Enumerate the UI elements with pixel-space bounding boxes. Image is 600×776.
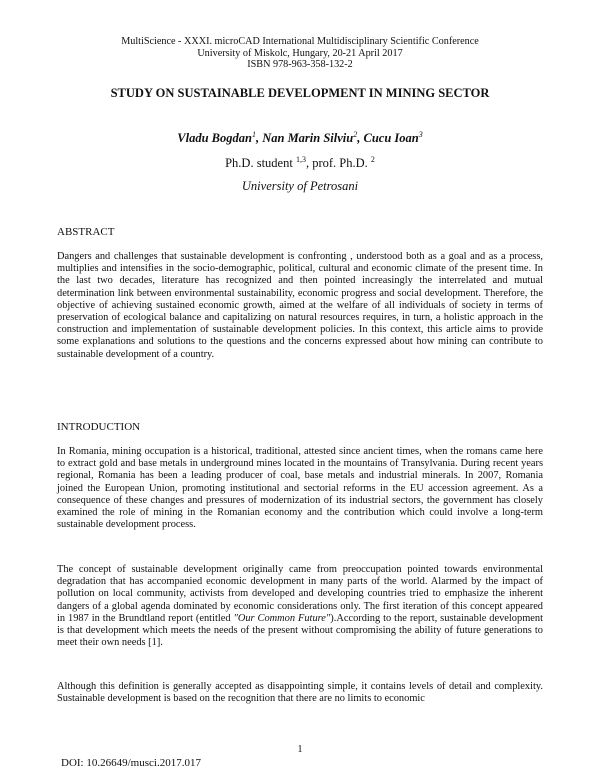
author-affiliation-mark: 2 bbox=[353, 130, 358, 139]
degree-prof-mark: 2 bbox=[370, 155, 375, 164]
report-title: "Our Common Future" bbox=[233, 612, 331, 624]
author-separator: , bbox=[357, 131, 364, 146]
abstract-heading: ABSTRACT bbox=[57, 226, 115, 238]
conference-venue: University of Miskolc, Hungary, 20-21 April 2017 bbox=[197, 47, 403, 59]
author-name: Cucu Ioan bbox=[363, 131, 419, 146]
conference-name: MultiScience - XXXI. microCAD International Multidisciplinary Scientific Conference bbox=[121, 36, 479, 47]
conference-header bbox=[40, 36, 560, 71]
isbn: ISBN 978-963-358-132-2 bbox=[247, 59, 353, 70]
author-name: Nan Marin Silviu bbox=[262, 131, 354, 146]
author-affiliation-mark: 1 bbox=[251, 130, 256, 139]
doi: DOI: 10.26649/musci.2017.017 bbox=[61, 757, 201, 769]
author-affiliation-mark: 3 bbox=[418, 130, 423, 139]
author-degrees bbox=[40, 155, 560, 171]
degree-student-mark: 1,3 bbox=[295, 155, 306, 164]
author-name: Vladu Bogdan bbox=[177, 131, 252, 146]
degree-prof: prof. Ph.D. bbox=[312, 156, 371, 171]
page-number: 1 bbox=[297, 744, 303, 755]
introduction-paragraph-3: Although this definition is generally accepted as disappointing simple, it contains levels of detail and complexity. Sustainable development is based on the recognition that there are no limits to economic bbox=[57, 681, 543, 705]
introduction-paragraph-1: In Romania, mining occupation is a historical, traditional, attested since ancient times, when the romans came here to extract gold and base metals in underground mines located in the mountains of Transylvania. During recent years regional, Romania has been a leading producer of coal, base metals and industrial minerals. In 2007, Romania joined the European Union, promoting institutional and sectorial reforms in the EU accession agreement. As a consequence of these changes and pressures of modernization of its industrial sectors, the government has closely examined the role of mining in the Romanian economy and the contribution which could involve a long-term sustainable development process. bbox=[57, 446, 543, 531]
abstract-text: Dangers and challenges that sustainable development is confronting , understood both as a goal and as a process, multiplies and intensifies in the socio-demographic, political, cultural and economic climate of the present time. In the last two decades, literature has recognized and then pointed increasingly the interrelated and mutual determination link between environmental sustainability, economic progress and social development. Therefore, the objective of achieving sustained economic growth, aimed at the welfare of all individuals of society in terms of preservation of ecological balance and capitalizing on natural resources requires, in turn, a holistic approach in the construction and implementation of sustainable development policies. In this context, this article aims to provide some explanations and solutions to the questions and the concerns expressed about how mining can contribute to sustainable development of a country. bbox=[57, 251, 543, 360]
introduction-heading: INTRODUCTION bbox=[57, 421, 141, 433]
author-list bbox=[40, 130, 560, 146]
degree-separator: , bbox=[305, 156, 313, 171]
paragraph-text: The concept of sustainable development originally came from preoccupation pointed towards environmental degradation that has accompanied economic development in many parts of the world. Alarmed by the impact of pollution on local community, activists from developed and developing countries tried to emphasize the inherent dangers of a global agenda dominated by economic considerations only. The first iteration of this concept appeared in 1987 in the Brundtland report (entitled bbox=[57, 564, 543, 624]
degree-student: Ph.D. student bbox=[225, 156, 296, 171]
introduction-paragraph-2 bbox=[57, 564, 543, 649]
affiliation: University of Petrosani bbox=[241, 179, 359, 193]
paper-title: STUDY ON SUSTAINABLE DEVELOPMENT IN MINING SECTOR bbox=[110, 86, 490, 100]
author-separator: , bbox=[255, 131, 263, 146]
paragraph-text: ).According to the report, sustainable development is that development which meets the needs of the present without compromising the ability of future generations to meet their own needs [1]. bbox=[57, 612, 543, 649]
